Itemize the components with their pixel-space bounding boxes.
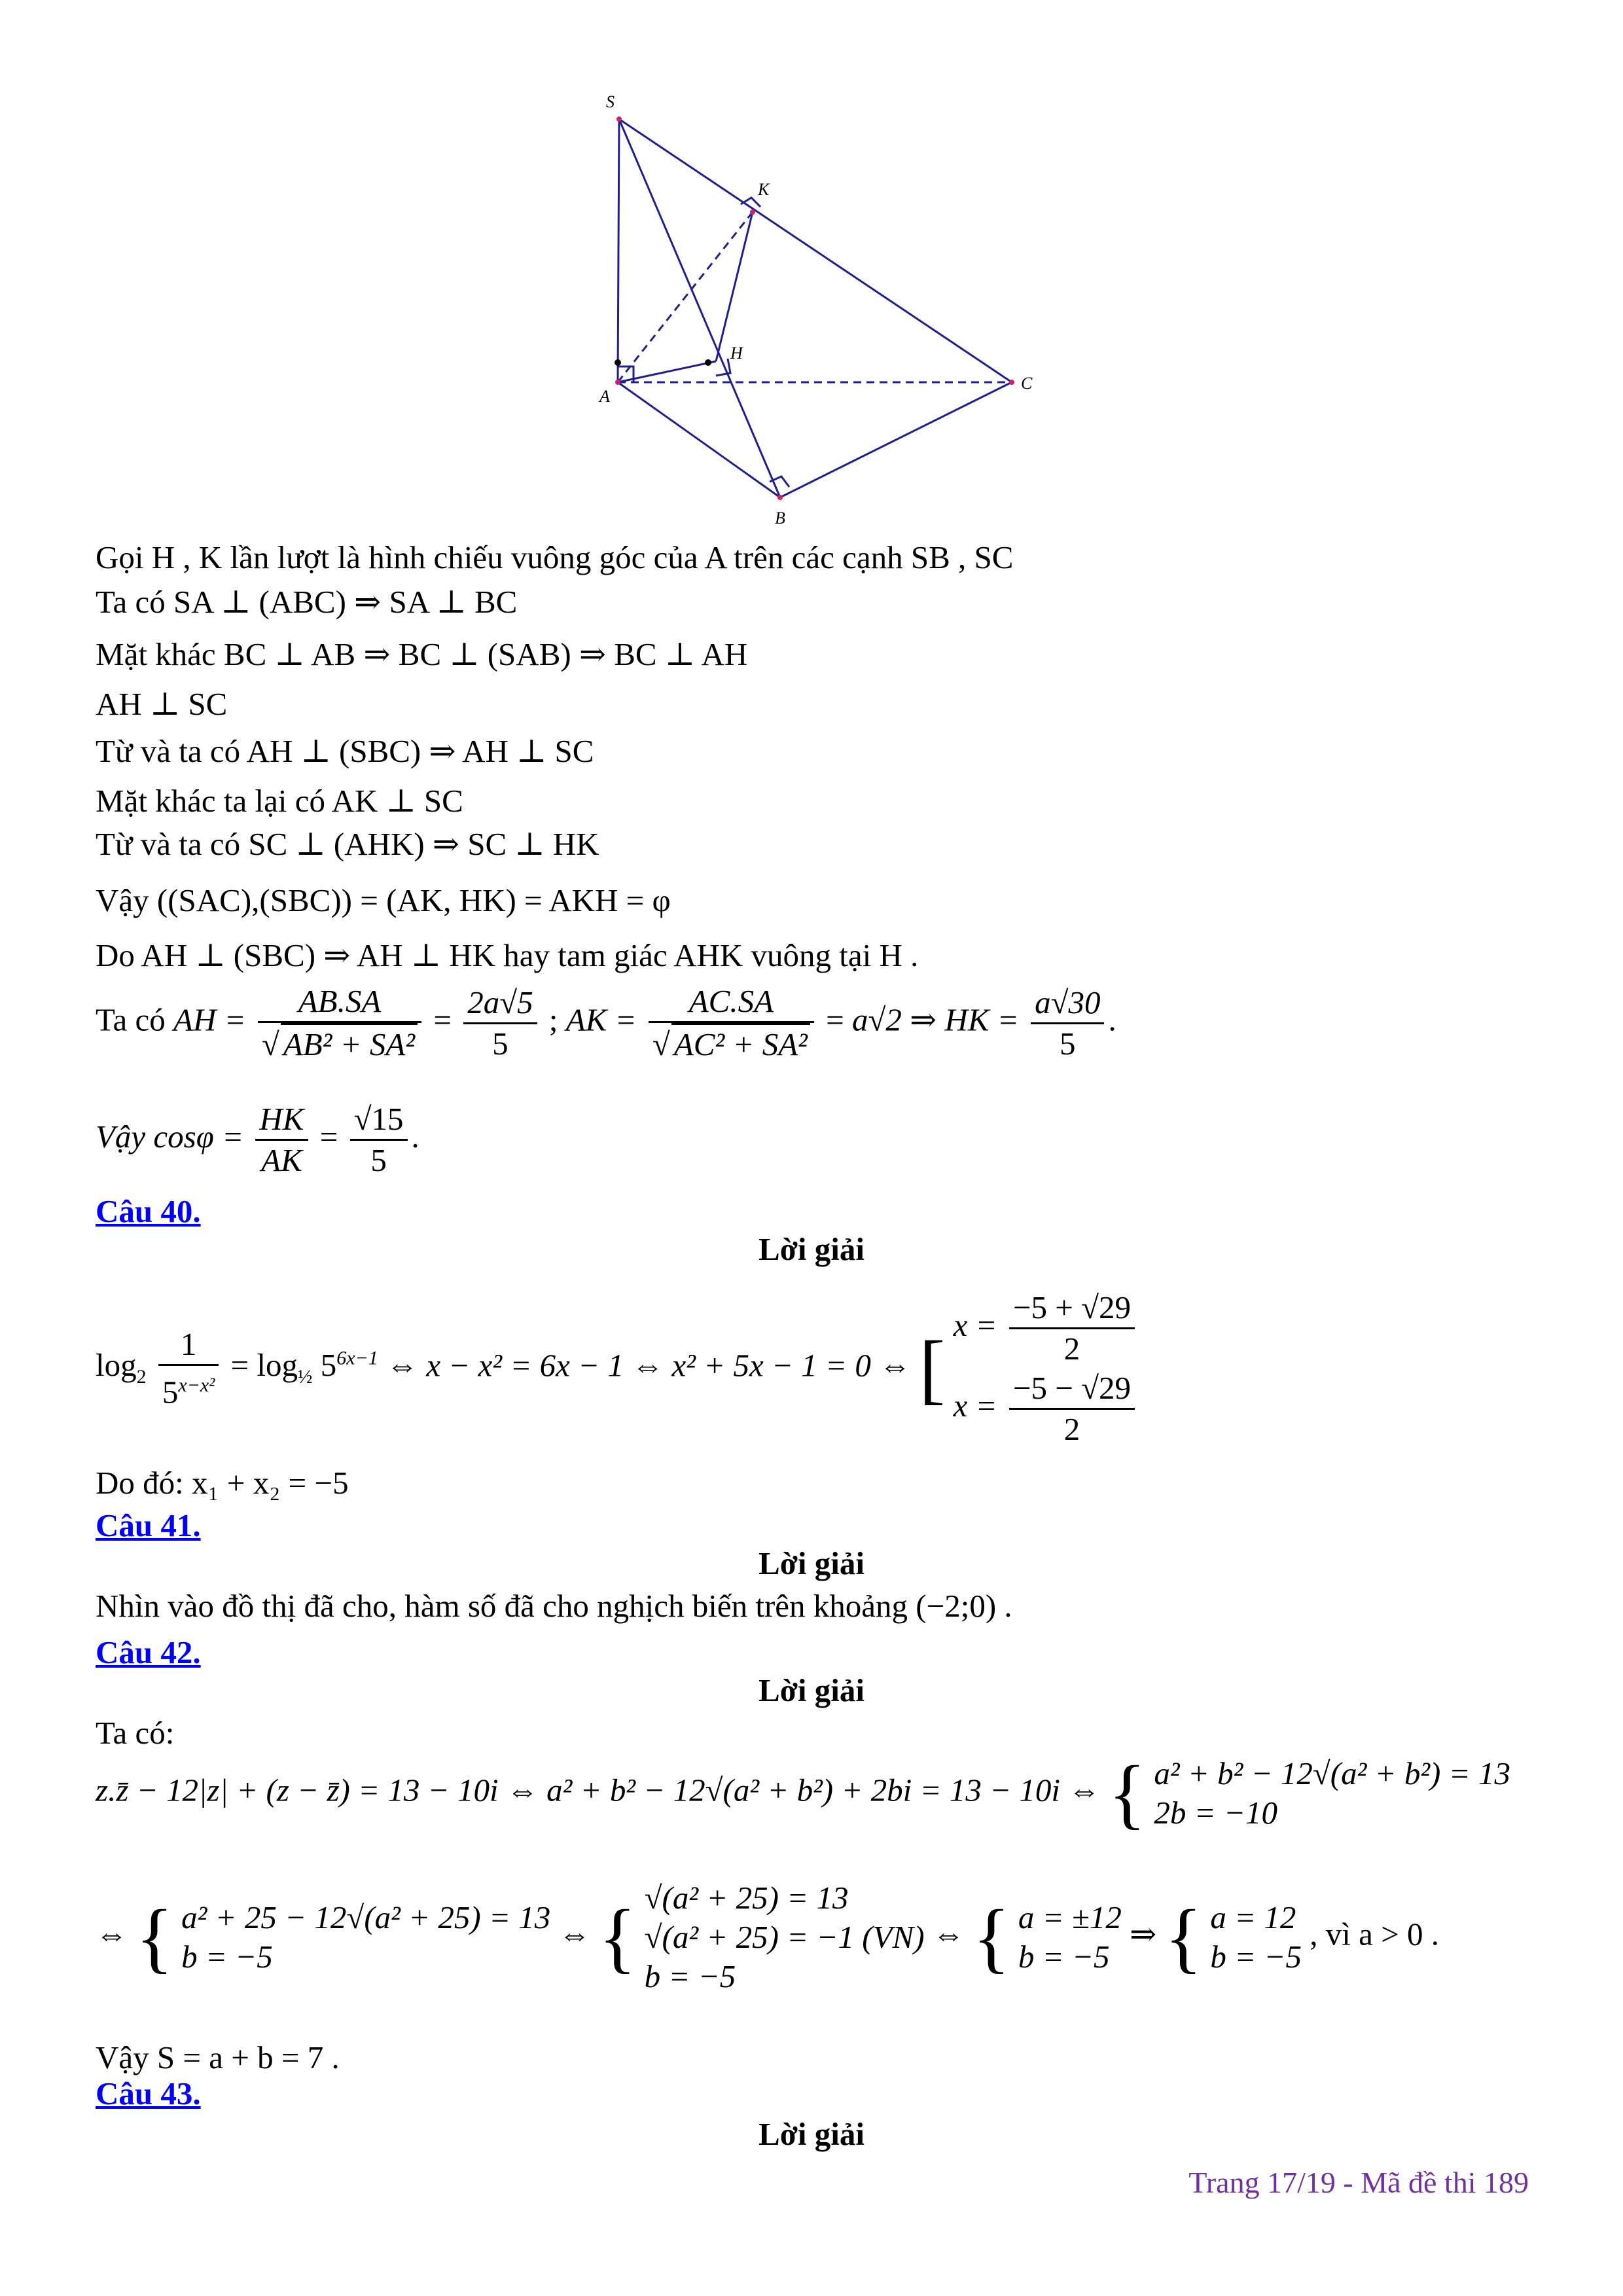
q40-lhs-fraction: $\frac{1}{5^{x-x^2}}$	[158, 1325, 219, 1412]
q39-line-2: Ta có SA ⊥ (ABC) ⇒ SA ⊥ BC	[96, 584, 518, 620]
label-s: S	[606, 92, 615, 111]
q42-system-2	[181, 1898, 550, 1977]
q41-solution-heading: Lời giải	[758, 1545, 865, 1581]
q39-line-10: Ta có AH = $\frac{AB.SA}{\text{√ AB² + SA²}}$ = $\frac{2a√5}{5}$ ; AK = $\frac{AC.SA}{\text{√ AC² + SA²}}$ = a√2 ⇒ HK = $\frac{a√30}{5}$ .	[96, 982, 1116, 1064]
cos-value	[350, 1100, 408, 1180]
ak-fraction: $\frac{AC.SA}{\text{√ AC² + SA²}}$	[649, 982, 814, 1064]
q42-sys1-a: a² + b² − 12√(a² + b²) = 13	[1154, 1755, 1510, 1791]
q40-x2-num: −5 − √29	[1009, 1369, 1135, 1410]
cos-val-num: √15	[350, 1100, 408, 1141]
q42-sys4-a: a = ±12	[1018, 1899, 1122, 1935]
q41-title[interactable]: Câu 41.	[96, 1507, 201, 1543]
q42-sys3-c: b = −5	[644, 1958, 736, 1994]
q42-sys4-b: b = −5	[1018, 1939, 1110, 1975]
cos-num: HK	[255, 1100, 308, 1141]
ak-num: AC.SA	[649, 982, 814, 1023]
q42-solution-heading: Lời giải	[758, 1672, 865, 1708]
ah-den: AB² + SA²	[281, 1023, 418, 1064]
q39-line-9: Do AH ⊥ (SBC) ⇒ AH ⊥ HK hay tam giác AHK vuông tại H .	[96, 937, 919, 973]
ah-fraction: $\frac{AB.SA}{\text{√ AB² + SA²}}$	[258, 982, 421, 1064]
q39-line-1: Gọi H , K lần lượt là hình chiếu vuông góc của A trên các cạnh SB , SC	[96, 539, 1014, 575]
q40-roots: x = $\frac{-5 + √29}{2}$ x = $\frac{-5 - √29}{2}$	[954, 1288, 1139, 1449]
q39-ta-co: Ta có	[96, 1001, 166, 1038]
q41-text: Nhìn vào đồ thị đã cho, hàm số đã cho nghịch biến trên khoảng (−2;0) .	[96, 1588, 1012, 1624]
q42-system-4	[1018, 1898, 1122, 1977]
q40-equation: $\log_2$ $\frac{1}{5^{x-x^2}}$ = $\log_{\frac{1}{2}} 5^{6x-1}$ ⇔ x − x² = 6x − 1 ⇔ x² + 5x − 1 = 0 ⇔ [ x = $\frac{-5 + √29}{2}$ x = $\frac{-5 - √29}{2}$	[96, 1288, 1139, 1449]
q43-title[interactable]: Câu 43.	[96, 2075, 201, 2111]
q42-sys2-b: b = −5	[181, 1939, 273, 1975]
q42-system-1	[1154, 1754, 1510, 1833]
ah-val-den: 5	[492, 1025, 508, 1062]
q42-conclusion: Vậy S = a + b = 7 .	[96, 2039, 340, 2075]
label-k: K	[758, 180, 770, 199]
q39-line-5: Từ và ta có AH ⊥ (SBC) ⇒ AH ⊥ SC	[96, 733, 594, 769]
q40-conclusion: Do đó: x₁ + x₂ = −5	[96, 1465, 349, 1501]
cos-fraction	[255, 1100, 308, 1180]
ak-value: a√2	[851, 1001, 902, 1038]
q42-because: , vì a > 0 .	[1310, 1916, 1439, 1952]
q42-sys2-a: a² + 25 − 12√(a² + 25) = 13	[181, 1899, 551, 1935]
q42-title[interactable]: Câu 42.	[96, 1634, 201, 1670]
q40-title[interactable]: Câu 40.	[96, 1193, 201, 1229]
cos-den: AK	[261, 1142, 302, 1178]
q40-x1-den: 2	[1063, 1331, 1080, 1367]
label-a: A	[599, 387, 610, 406]
hk-fraction	[1031, 983, 1104, 1064]
q42-sys3-a: √(a² + 25) = 13	[644, 1880, 849, 1916]
q43-solution-heading: Lời giải	[758, 2116, 865, 2152]
q42-sys1-b: 2b = −10	[1154, 1795, 1278, 1831]
ak-den: AC² + SA²	[671, 1023, 810, 1064]
q40-x1-num: −5 + √29	[1009, 1288, 1135, 1329]
q39-line-3: Mặt khác BC ⊥ AB ⇒ BC ⊥ (SAB) ⇒ BC ⊥ AH	[96, 636, 748, 672]
label-b: B	[775, 509, 785, 528]
page-footer: Trang 17/19 - Mã đề thi 189	[1188, 2166, 1529, 2199]
ah-value	[463, 983, 537, 1064]
q42-sys3-b: √(a² + 25) = −1 (VN)	[644, 1919, 925, 1955]
q39-line-8: Vậy ((SAC),(SBC)) = (AK, HK) = AKH = φ	[96, 882, 671, 918]
ah-val-num: 2a√5	[463, 983, 537, 1024]
cos-prefix: Vậy cosφ =	[96, 1118, 244, 1155]
cos-val-den: 5	[370, 1142, 387, 1178]
q42-system-3	[645, 1878, 925, 1996]
ah-num: AB.SA	[258, 982, 421, 1023]
q42-system-5	[1210, 1898, 1302, 1977]
q39-line-7: Từ và ta có SC ⊥ (AHK) ⇒ SC ⊥ HK	[96, 826, 599, 862]
pyramid-figure	[576, 85, 1060, 530]
q39-line-11: Vậy cosφ = $\frac{HK}{AK}$ = $\frac{√15}{5}$ .	[96, 1100, 419, 1180]
q42-intro: Ta có:	[96, 1715, 175, 1751]
q42-equation-1: z.z̄ − 12|z| + (z − z̄) = 13 − 10i ⇔ a² + b² − 12√(a² + b²) + 2bi = 13 − 10i ⇔ { a² + b² − 12√(a² + b²) = 13 2b = −10	[96, 1749, 1510, 1837]
hk-num: a√30	[1031, 983, 1104, 1024]
q40-x2-den: 2	[1063, 1411, 1080, 1447]
q42-sys5-b: b = −5	[1210, 1939, 1302, 1975]
hk-den: 5	[1060, 1025, 1076, 1062]
q42-sys5-a: a = 12	[1210, 1899, 1296, 1935]
q40-solution-heading: Lời giải	[758, 1231, 865, 1267]
q39-line-4: AH ⊥ SC	[96, 686, 228, 722]
q42-equation-2: ⇔ { a² + 25 − 12√(a² + 25) = 13 b = −5 ⇔ { √(a² + 25) = 13 √(a² + 25) = −1 (VN) b = −5 ⇔ { a = ±12 b = −5 ⇒ { a = 12 b = −5 , vì a > 0 .	[96, 1878, 1439, 1996]
q39-line-6: Mặt khác ta lại có AK ⊥ SC	[96, 783, 463, 819]
label-h: H	[730, 344, 743, 363]
label-c: C	[1021, 374, 1033, 393]
